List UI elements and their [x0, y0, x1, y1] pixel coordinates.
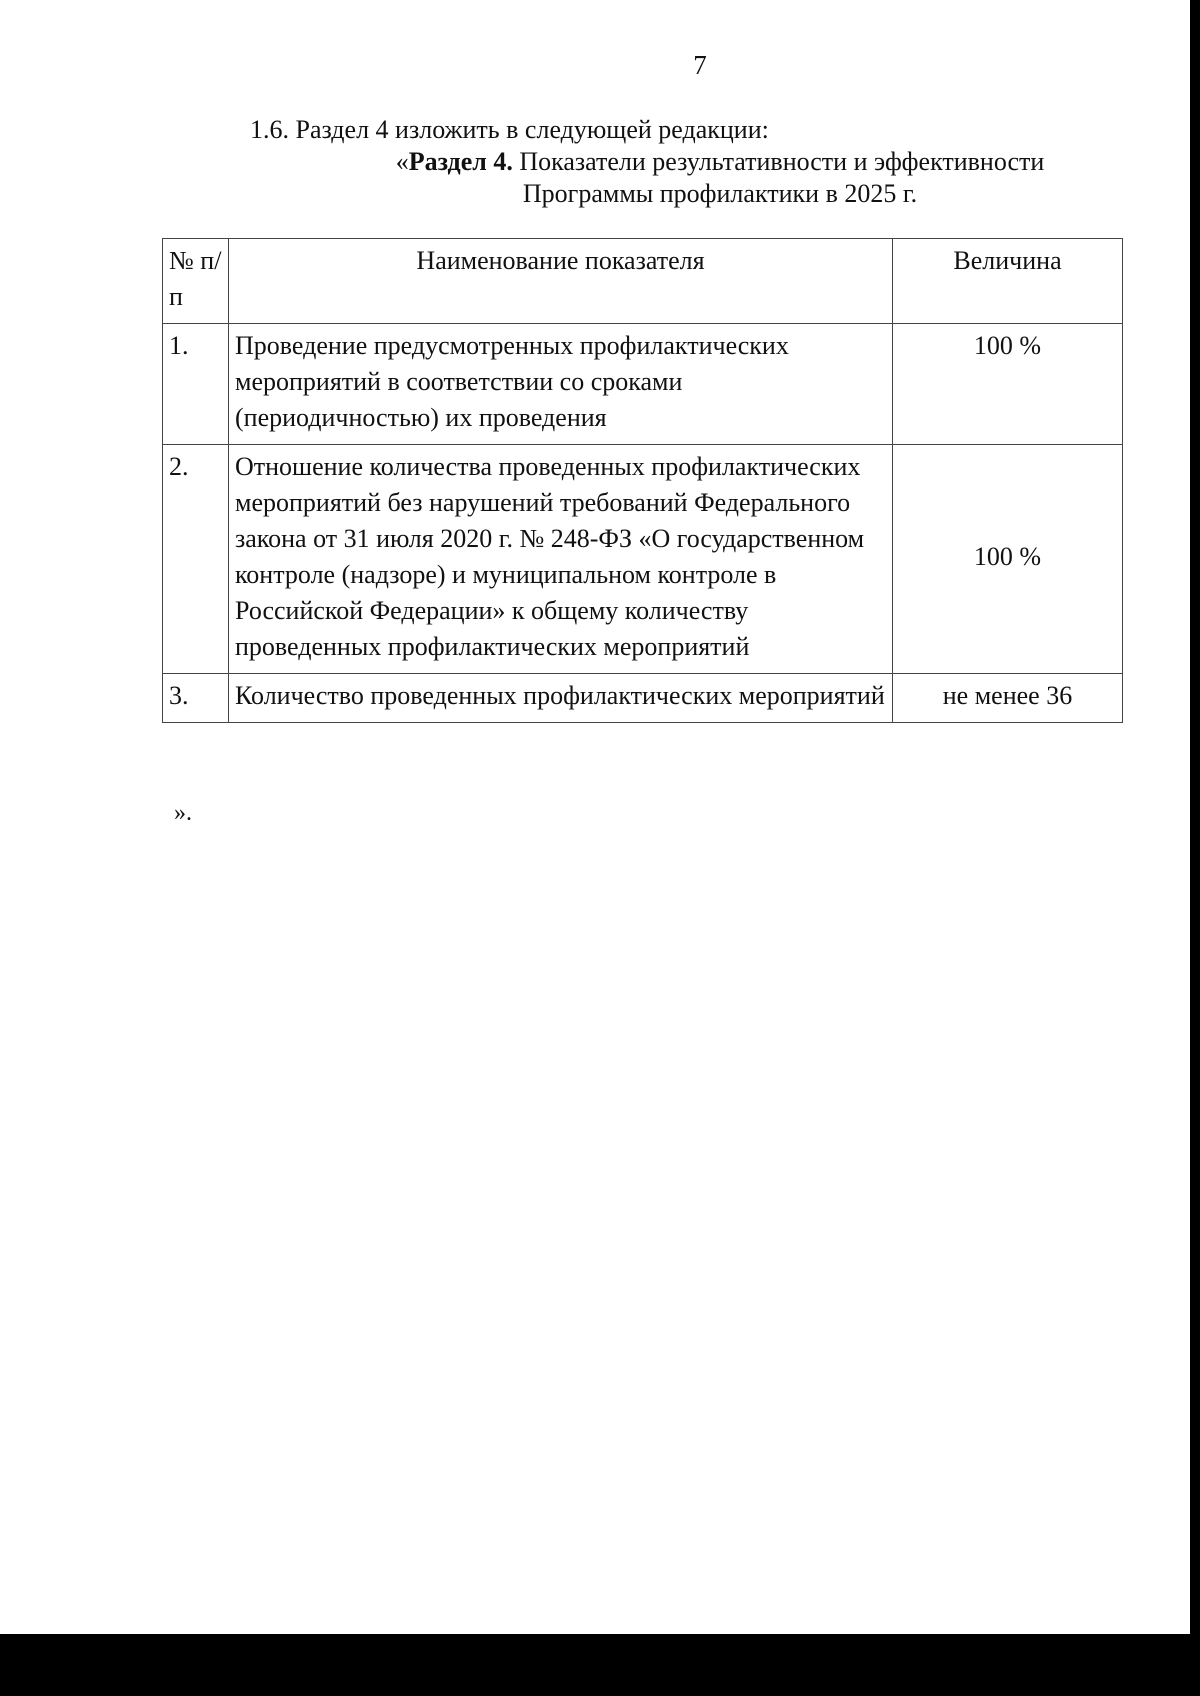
intro-paragraph: 1.6. Раздел 4 изложить в следующей редакции:: [250, 115, 769, 144]
header-value: Величина: [893, 239, 1123, 324]
header-number: № п/п: [163, 239, 229, 324]
row-number: 1.: [163, 324, 229, 445]
scan-edge-bottom: [0, 1634, 1200, 1696]
closing-quote: ».: [174, 800, 192, 826]
page-number: 7: [693, 50, 707, 80]
scan-edge-right: [1190, 0, 1200, 1696]
row-number: 3.: [163, 674, 229, 723]
indicators-table: [162, 238, 1123, 723]
section-heading-line-1: [330, 146, 1110, 178]
row-value: 100 %: [893, 445, 1123, 674]
section-heading-line-2: Программы профилактики в 2025 г.: [522, 179, 918, 208]
row-indicator-name: Отношение количества проведенных профилактических мероприятий без нарушений требований Федерального закона от 31 июля 2020 г. № 248-ФЗ «О государственном контроле (надзоре) и муниципальном контроле в Российской Федерации» к общему количеству проведенных профилактических мероприятий: [229, 445, 893, 674]
table-row: [163, 445, 1123, 674]
table-row: [163, 674, 1123, 723]
row-value: не менее 36: [893, 674, 1123, 723]
section-heading: [330, 146, 1110, 210]
section-heading-rest: Показатели результативности и эффективности: [512, 147, 1045, 176]
table-header-row: [163, 239, 1123, 324]
row-indicator-name: Проведение предусмотренных профилактических мероприятий в соответствии со сроками (периодичностью) их проведения: [229, 324, 893, 445]
row-number: 2.: [163, 445, 229, 674]
opening-quote: «: [395, 147, 409, 176]
row-value: 100 %: [893, 324, 1123, 445]
table-row: [163, 324, 1123, 445]
header-indicator-name: Наименование показателя: [229, 239, 893, 324]
row-indicator-name: Количество проведенных профилактических мероприятий: [229, 674, 893, 723]
section-heading-bold: Раздел 4.: [408, 147, 513, 176]
